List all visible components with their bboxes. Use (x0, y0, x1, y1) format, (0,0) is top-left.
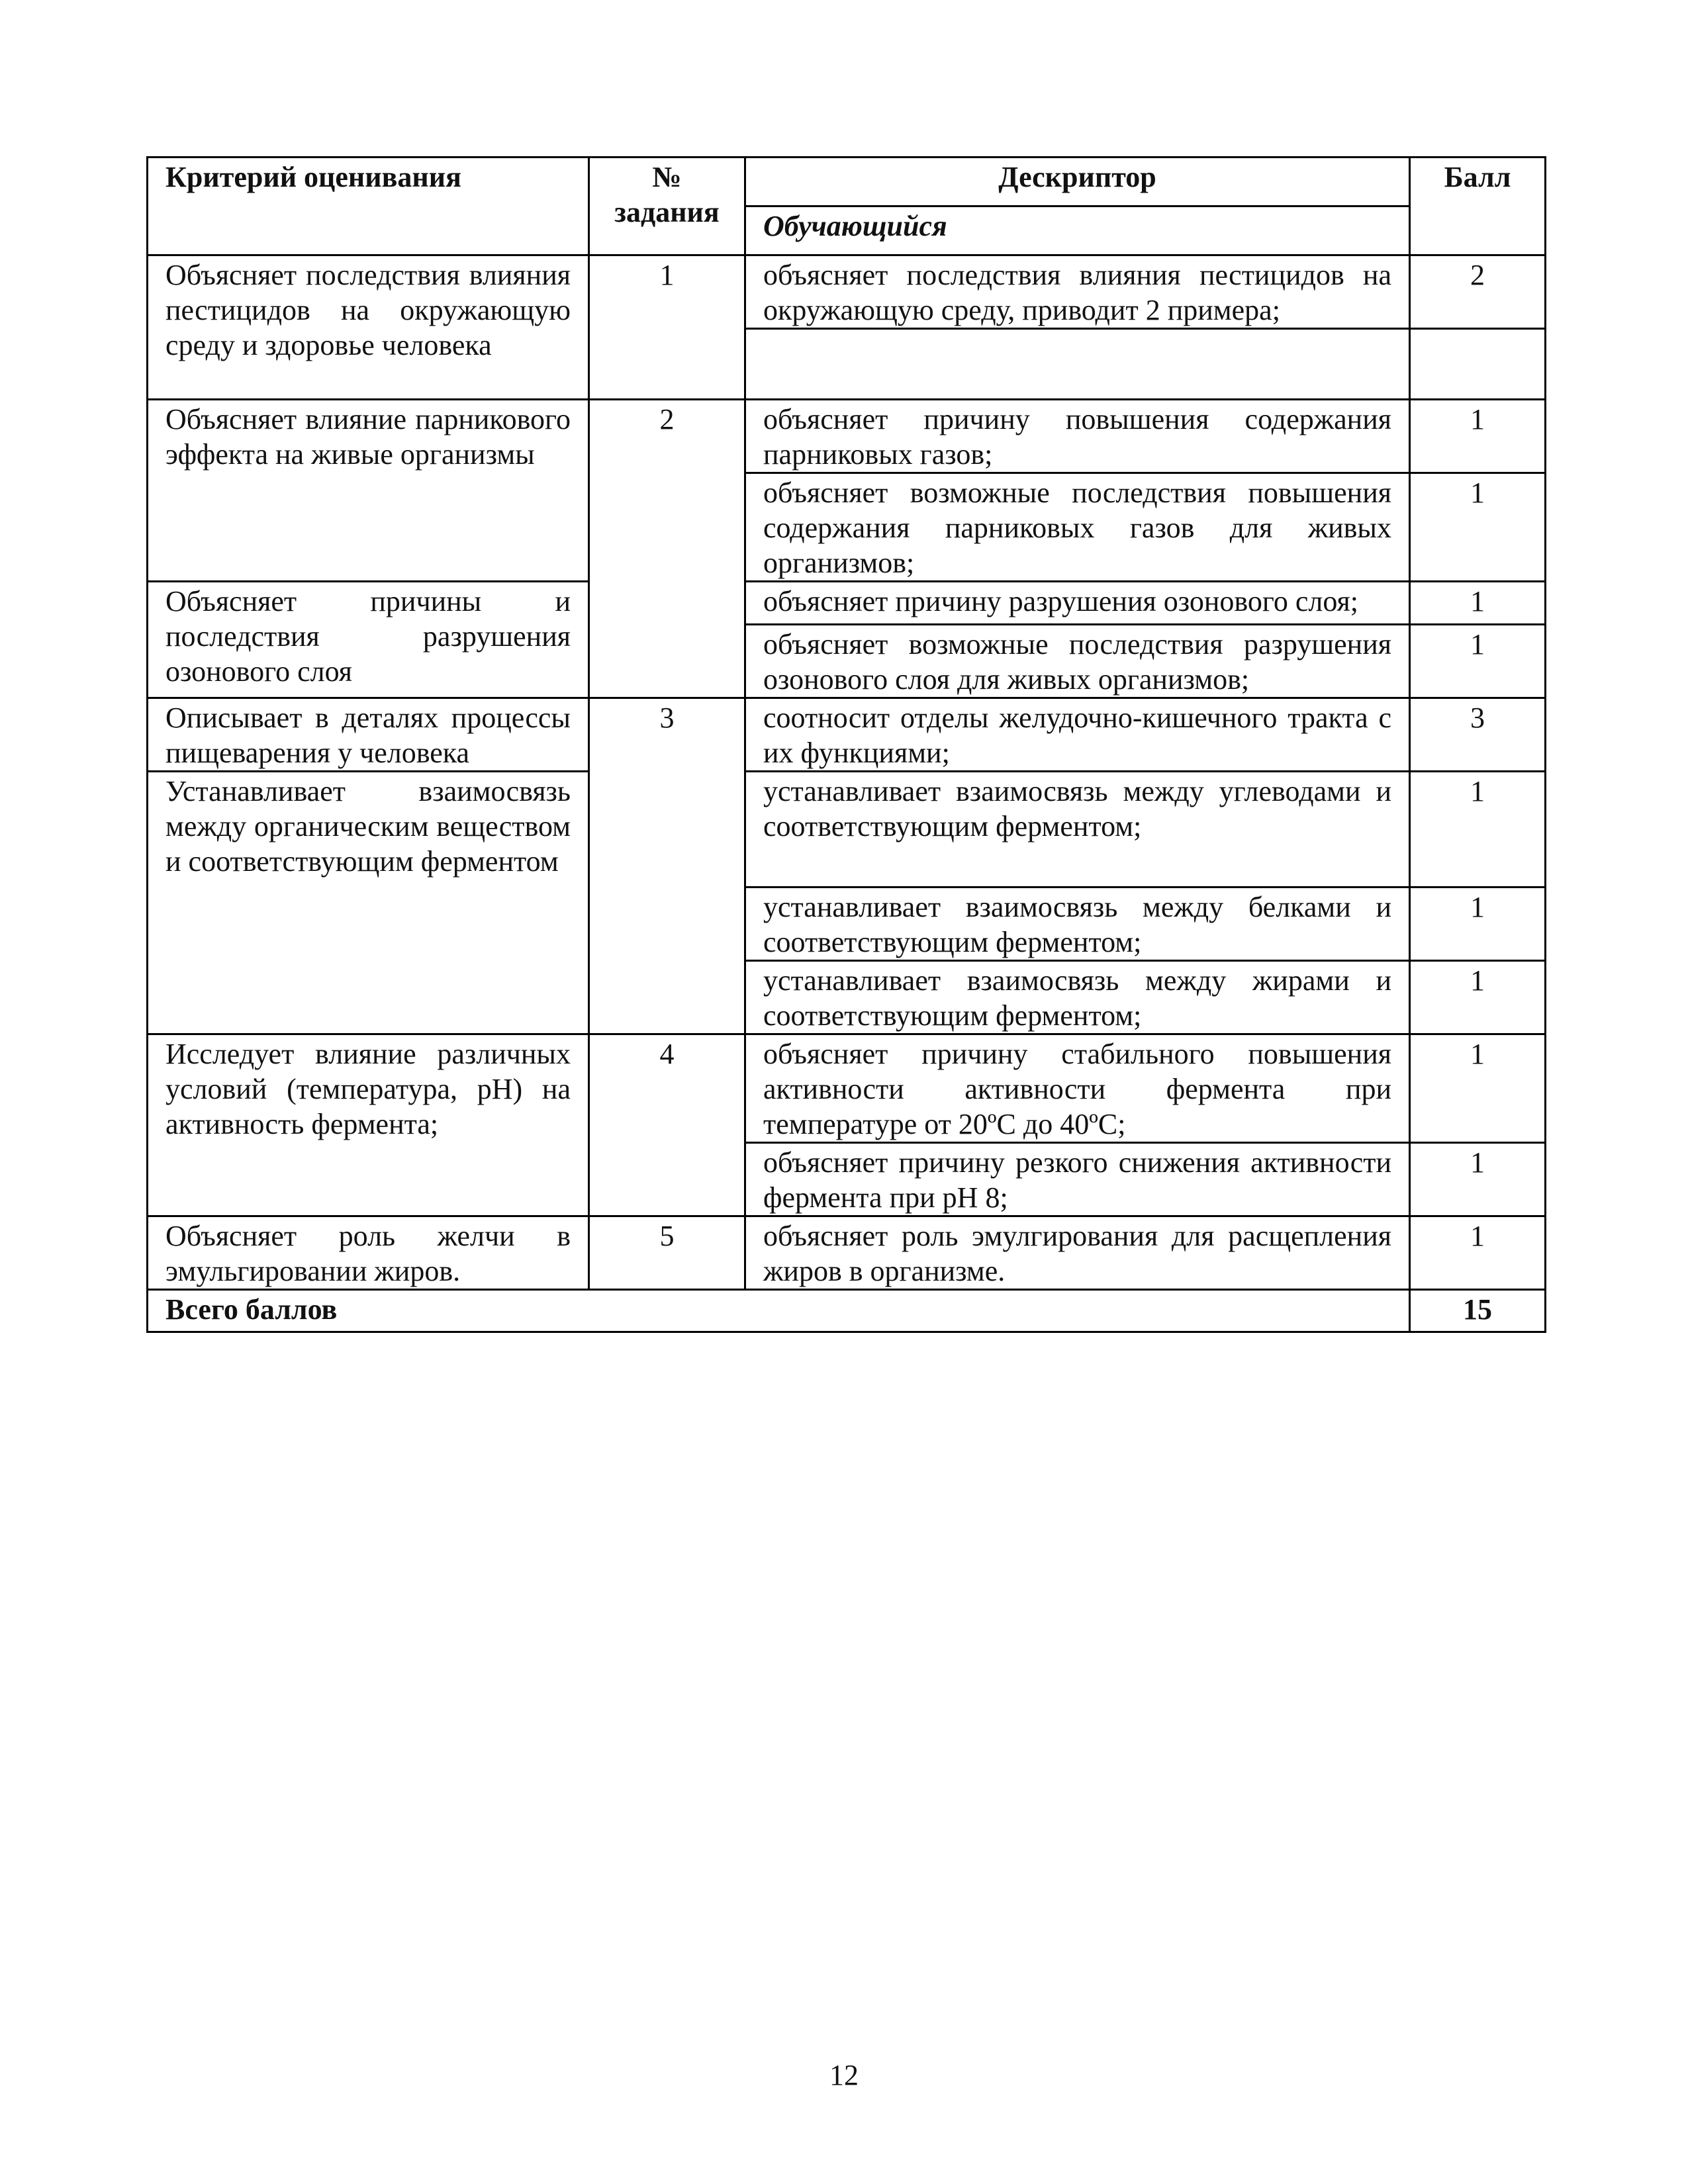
descriptor-cell: объясняет причину повышения содержания парниковых газов; (745, 400, 1410, 473)
assessment-rubric-table (146, 156, 1546, 1333)
score-cell: 1 (1410, 887, 1546, 961)
score-cell: 1 (1410, 473, 1546, 582)
score-cell: 1 (1410, 961, 1546, 1034)
total-score: 15 (1410, 1290, 1546, 1332)
descriptor-cell: объясняет причину стабильного повышения активности активности фермента при температуре от 20ºС до 40ºС; (745, 1034, 1410, 1143)
descriptor-cell (745, 329, 1410, 400)
descriptor-cell: соотносит отделы желудочно-кишечного тракта с их функциями; (745, 698, 1410, 772)
score-cell: 1 (1410, 625, 1546, 698)
descriptor-cell: объясняет роль эмулгирования для расщепления жиров в организме. (745, 1216, 1410, 1290)
criterion-cell: Описывает в деталях процессы пищеварения у человека (148, 698, 589, 772)
page-number: 12 (829, 2059, 859, 2091)
criterion-cell: Объясняет причины и последствия разрушения озонового слоя (148, 582, 589, 698)
score-cell (1410, 329, 1546, 400)
score-cell: 1 (1410, 400, 1546, 473)
score-cell: 1 (1410, 582, 1546, 625)
descriptor-cell: объясняет последствия влияния пестицидов на окружающую среду, приводит 2 примера; (745, 255, 1410, 329)
task-number-cell: 3 (589, 698, 745, 1034)
descriptor-cell: объясняет причину разрушения озонового слоя; (745, 582, 1410, 625)
score-cell: 1 (1410, 1216, 1546, 1290)
criterion-cell: Устанавливает взаимосвязь между органическим веществом и соответствующим ферментом (148, 772, 589, 1034)
score-cell: 2 (1410, 255, 1546, 329)
descriptor-cell: объясняет возможные последствия повышения содержания парниковых газов для живых организмов; (745, 473, 1410, 582)
header-descriptor: Дескриптор (745, 158, 1410, 206)
criterion-cell: Объясняет последствия влияния пестицидов на окружающую среду и здоровье человека (148, 255, 589, 400)
score-cell: 1 (1410, 772, 1546, 887)
header-learner: Обучающийся (745, 206, 1410, 255)
header-task-number: № задания (589, 158, 745, 255)
descriptor-cell: объясняет причину резкого снижения активности фермента при pH 8; (745, 1143, 1410, 1216)
task-number-cell: 1 (589, 255, 745, 400)
criterion-cell: Объясняет роль желчи в эмульгировании жиров. (148, 1216, 589, 1290)
criterion-cell: Объясняет влияние парникового эффекта на живые организмы (148, 400, 589, 582)
descriptor-cell: устанавливает взаимосвязь между жирами и соответствующим ферментом; (745, 961, 1410, 1034)
criterion-cell: Исследует влияние различных условий (температура, pH) на активность фермента; (148, 1034, 589, 1216)
score-cell: 1 (1410, 1034, 1546, 1143)
task-number-cell: 5 (589, 1216, 745, 1290)
descriptor-cell: объясняет возможные последствия разрушения озонового слоя для живых организмов; (745, 625, 1410, 698)
descriptor-cell: устанавливает взаимосвязь между белками и соответствующим ферментом; (745, 887, 1410, 961)
score-cell: 1 (1410, 1143, 1546, 1216)
score-cell: 3 (1410, 698, 1546, 772)
descriptor-cell: устанавливает взаимосвязь между углеводами и соответствующим ферментом; (745, 772, 1410, 887)
total-label: Всего баллов (148, 1290, 1410, 1332)
header-criterion: Критерий оценивания (148, 158, 589, 255)
task-number-cell: 4 (589, 1034, 745, 1216)
task-number-cell: 2 (589, 400, 745, 698)
header-score: Балл (1410, 158, 1546, 255)
